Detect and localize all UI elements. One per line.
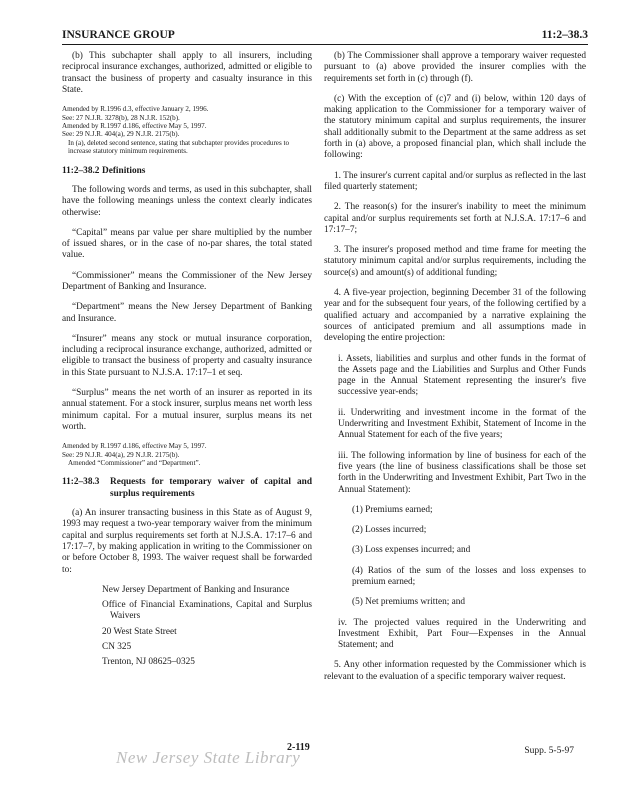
history-line: See: 29 N.J.R. 404(a), 29 N.J.R. 2175(b). [62, 130, 180, 139]
definition-capital: “Capital” means par value per share multiplied by the number of issued shares, or in the case of no-par shares, the total stated value. [62, 227, 312, 261]
item-c3: 3. The insurer's proposed method and time frame for meeting the statutory minimum capital and/or surplus requirements, including the source(s) and amount(s) of additional funding; [324, 245, 586, 278]
section-heading-38-2 [62, 166, 312, 177]
item-c4-iii: iii. The following information by line of business for each of the five years (the line of business classifications shall be those set forth in the Underwriting and Investment Exhibit, Part Two in the Annual Statement): [338, 450, 586, 495]
item-c4-iv: iv. The projected values required in the Underwriting and Investment Exhibit, Part Four—Expenses in the Annual Statement; and [338, 617, 586, 651]
item-c4-iii-list [338, 505, 586, 609]
history-note-1 [62, 105, 312, 155]
item-c4-subitems [324, 354, 586, 652]
right-column [324, 51, 586, 692]
item-c4-i: i. Assets, liabilities and surplus and other funds in the format of the Assets page and the Liabilities and Surplus and Other Funds page in the Annual Statement representing the insurer's five successive year-ends; [338, 353, 586, 398]
section-number: 11:2–38.3 [62, 477, 100, 488]
address-line: New Jersey Department of Banking and Insurance [102, 584, 290, 595]
list-item: (4) Ratios of the sum of the losses and loss expenses to premium earned; [352, 565, 586, 587]
paragraph-c: (c) With the exception of (c)7 and (i) below, within 120 days of making application to the Commissioner for a temporary waiver of the statutory minimum capital and surplus requirements, the insurer shall additionally submit to the Department at the same address as set forth in (a) above, a proposed financial plan, which shall include the following: [324, 93, 586, 161]
history-line: Amended by R.1996 d.3, effective January 2, 1996. [62, 105, 209, 114]
item-c2: 2. The reason(s) for the insurer's inability to meet the minimum capital and/or surplus requirements set forth at N.J.S.A. 17:17–6 and 17:17–7; [324, 202, 586, 235]
history-line: See: 29 N.J.R. 404(a), 29 N.J.R. 2175(b). [62, 450, 180, 459]
history-line: Amended by R.1997 d.186, effective May 5, 1997. [62, 442, 207, 451]
address-line: Office of Financial Examinations, Capital and Surplus Waivers [102, 600, 312, 622]
list-item: (5) Net premiums written; and [352, 597, 466, 608]
history-line: In (a), deleted second sentence, stating that subchapter provides procedures to increase statutory minimum requirements. [68, 138, 290, 156]
supplement-date: Supp. 5-5-97 [524, 746, 574, 756]
definition-surplus: “Surplus” means the net worth of an insurer as reported in its annual statement. For a stock insurer, surplus means net worth less minimum capital. For a mutual insurer, surplus means its net worth. [62, 388, 312, 432]
section-title: Requests for temporary waiver of capital and surplus requirements [110, 477, 312, 499]
paragraph-a: (a) An insurer transacting business in this State as of August 9, 1993 may request a two-year temporary waiver from the minimum capital and surplus requirements set forth at N.J.S.A. 17:17–6 and 17:17–7, by making application in writing to the Commissioner on or before October 8, 1993. The waiver request shall be forwarded to: [62, 508, 312, 575]
left-column [62, 51, 312, 673]
item-c1: 1. The insurer's current capital and/or surplus as reflected in the last filed quarterly statement; [324, 170, 586, 192]
list-item: (2) Losses incurred; [352, 525, 427, 536]
running-header [62, 28, 588, 45]
list-item: (3) Loss expenses incurred; and [352, 545, 471, 556]
paragraph-b: (b) This subchapter shall apply to all insurers, including reciprocal insurance exchanges, authorized, admitted or eligible to transact the business of property and casualty insurance in this State. [62, 51, 312, 95]
library-stamp: New Jersey State Library [116, 748, 301, 767]
history-line: See: 27 N.J.R. 3278(b), 28 N.J.R. 152(b). [62, 113, 180, 122]
list-item: (1) Premiums earned; [352, 504, 433, 515]
section-heading-38-3 [62, 477, 312, 500]
page-footer [0, 742, 618, 782]
history-note-2 [62, 442, 312, 467]
definition-department: “Department” means the New Jersey Department of Banking and Insurance. [62, 302, 312, 324]
address-line: Trenton, NJ 08625–0325 [102, 657, 195, 668]
definitions-intro: The following words and terms, as used in this subchapter, shall have the following meanings unless the context clearly indicates otherwise: [62, 184, 312, 218]
page-number: 2-119 [287, 742, 310, 753]
address-line: 20 West State Street [102, 626, 177, 637]
section-number: 11:2–38.2 [62, 165, 100, 176]
mailing-address [102, 585, 312, 669]
item-c4: 4. A five-year projection, beginning December 31 of the following year and for the subsequent four years, of the following certified by a qualified actuary and accompanied by a narrative explaining the sources of anticipated premium and all assumptions made in developing the entire projection: [324, 288, 586, 344]
address-line: CN 325 [102, 642, 132, 653]
history-line: Amended by R.1997 d.186, effective May 5, 1997. [62, 122, 207, 130]
definition-insurer: “Insurer” means any stock or mutual insurance corporation, including a reciprocal insurance exchange, authorized, admitted or eligible to transact the business of property and casualty insurance in this State pursuant to N.J.S.A. 17:17–1 et seq. [62, 333, 312, 378]
history-line: Amended “Commissioner” and “Department”. [68, 459, 201, 468]
header-title: INSURANCE GROUP [62, 29, 175, 41]
section-title: Definitions [102, 165, 146, 176]
item-c5: 5. Any other information requested by the Commissioner which is relevant to the evaluation of a specific temporary waiver request. [324, 660, 586, 682]
paragraph-b: (b) The Commissioner shall approve a temporary waiver requested pursuant to (a) above provided the insurer complies with the requirements set forth in (c) through (f). [324, 51, 586, 84]
header-section-number: 11:2–38.3 [541, 29, 588, 41]
definition-commissioner: “Commissioner” means the Commissioner of the New Jersey Department of Banking and Insurance. [62, 270, 312, 292]
item-c4-ii: ii. Underwriting and investment income in the format of the Underwriting and Investment Exhibit, Statement of Income in the Annual Statement for each of the five years; [338, 407, 586, 441]
